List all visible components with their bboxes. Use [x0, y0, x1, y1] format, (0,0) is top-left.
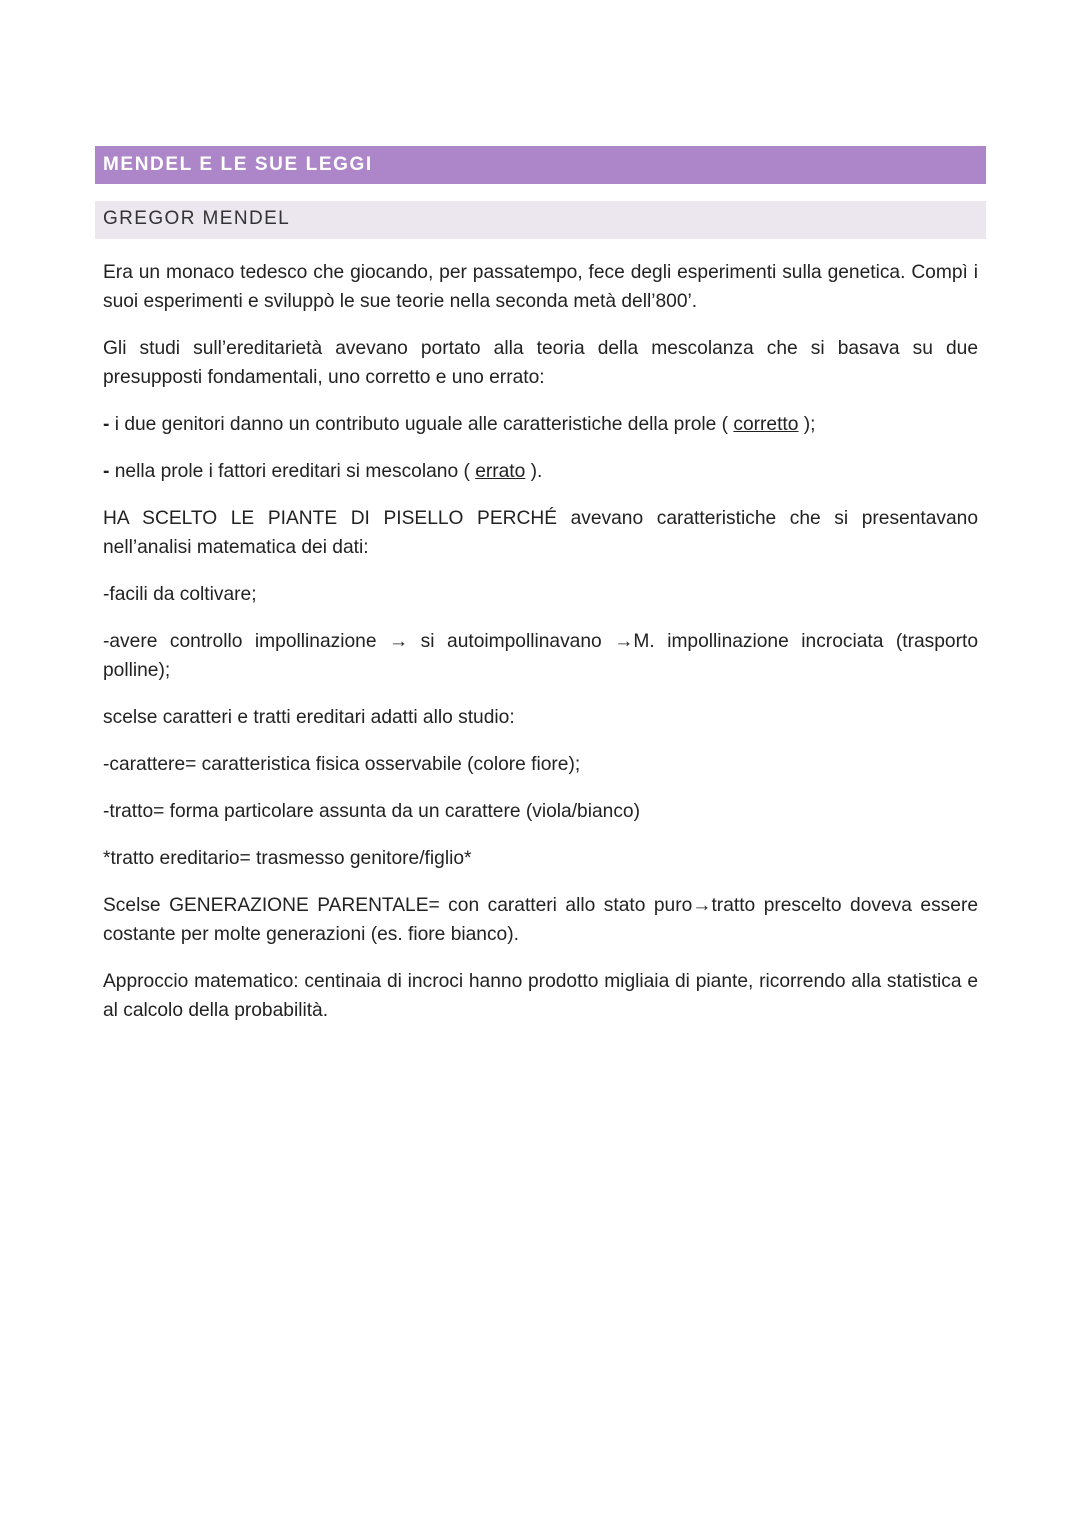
underlined-term: corretto — [733, 414, 799, 435]
bullet-text: nella prole i fattori ereditari si mescolano ( — [109, 461, 476, 482]
bullet-item — [103, 410, 978, 439]
note-item: *tratto ereditario= trasmesso genitore/figlio* — [103, 848, 472, 869]
list-item: -carattere= caratteristica fisica osservabile (colore fiore); — [103, 754, 581, 775]
bullet-tail: ). — [525, 461, 543, 482]
underlined-term: errato — [475, 461, 526, 482]
bullet-tail: ); — [798, 414, 816, 435]
document-page — [95, 146, 986, 1043]
body-text — [95, 258, 986, 1025]
paragraph-traits: scelse caratteri e tratti ereditari adatti allo studio: — [103, 707, 515, 728]
bullet-dash: - — [103, 461, 110, 482]
paragraph-approach: Approccio matematico: centinaia di incroci hanno prodotto migliaia di piante, ricorrendo alla statistica e al calcolo della probabilità. — [103, 971, 978, 1021]
paragraph-theory: Gli studi sull’ereditarietà avevano portato alla teoria della mescolanza che si basava su due presupposti fondamentali, uno corretto e uno errato: — [103, 338, 978, 388]
section-title: MENDEL E LE SUE LEGGI — [95, 146, 986, 184]
list-item: -facili da coltivare; — [103, 584, 257, 605]
bullet-text: i due genitori danno un contributo uguale alle caratteristiche della prole ( — [109, 414, 734, 435]
list-item: -tratto= forma particolare assunta da un carattere (viola/bianco) — [103, 801, 640, 822]
bullet-item — [103, 457, 978, 486]
bullet-dash: - — [103, 414, 110, 435]
paragraph-parental: Scelse GENERAZIONE PARENTALE= con caratteri allo stato puro→tratto prescelto doveva essere costante per molte generazioni (es. fiore bianco). — [103, 895, 978, 945]
list-item: -avere controllo impollinazione → si autoimpollinavano →M. impollinazione incrociata (trasporto polline); — [103, 631, 978, 681]
subsection-title: GREGOR MENDEL — [95, 201, 986, 239]
paragraph-pea-plants: HA SCELTO LE PIANTE DI PISELLO PERCHÉ avevano caratteristiche che si presentavano nell’analisi matematica dei dati: — [103, 508, 978, 558]
paragraph-intro: Era un monaco tedesco che giocando, per passatempo, fece degli esperimenti sulla genetica. Compì i suoi esperimenti e sviluppò le sue teorie nella seconda metà dell’800’. — [103, 262, 978, 312]
